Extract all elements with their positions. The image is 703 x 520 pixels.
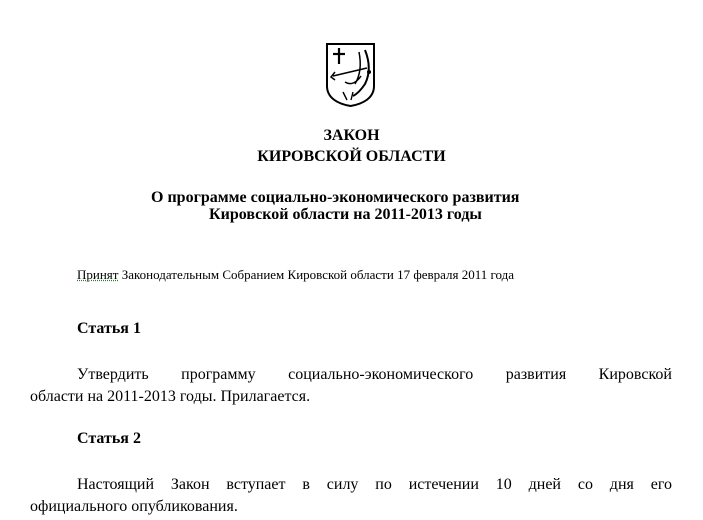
article-1-heading: Статья 1: [77, 320, 141, 337]
document-region: КИРОВСКОЙ ОБЛАСТИ: [257, 148, 446, 165]
coat-of-arms-icon: [325, 42, 376, 108]
adoption-note: [77, 267, 514, 283]
article-1-line-1: Утвердить программу социально-экономического развития Кировской: [77, 366, 672, 383]
document-subtitle-line-2: Кировской области на 2011-2013 годы: [209, 206, 482, 223]
article-2-line-1: Настоящий Закон вступает в силу по истечении 10 дней со дня его: [77, 476, 672, 493]
document-subtitle-line-1: О программе социально-экономического развития: [151, 189, 520, 206]
document-title: ЗАКОН: [323, 127, 380, 144]
article-2-heading: Статья 2: [77, 430, 141, 447]
article-1-text: [30, 364, 672, 408]
article-1-line-2: области на 2011-2013 годы. Прилагается.: [30, 388, 311, 405]
adoption-note-rest: Законодательным Собранием Кировской области 17 февраля 2011 года: [118, 267, 515, 282]
adoption-note-first-word: Принят: [77, 267, 119, 282]
article-2-line-2: официального опубликования.: [30, 498, 238, 515]
article-2-text: [30, 474, 672, 518]
